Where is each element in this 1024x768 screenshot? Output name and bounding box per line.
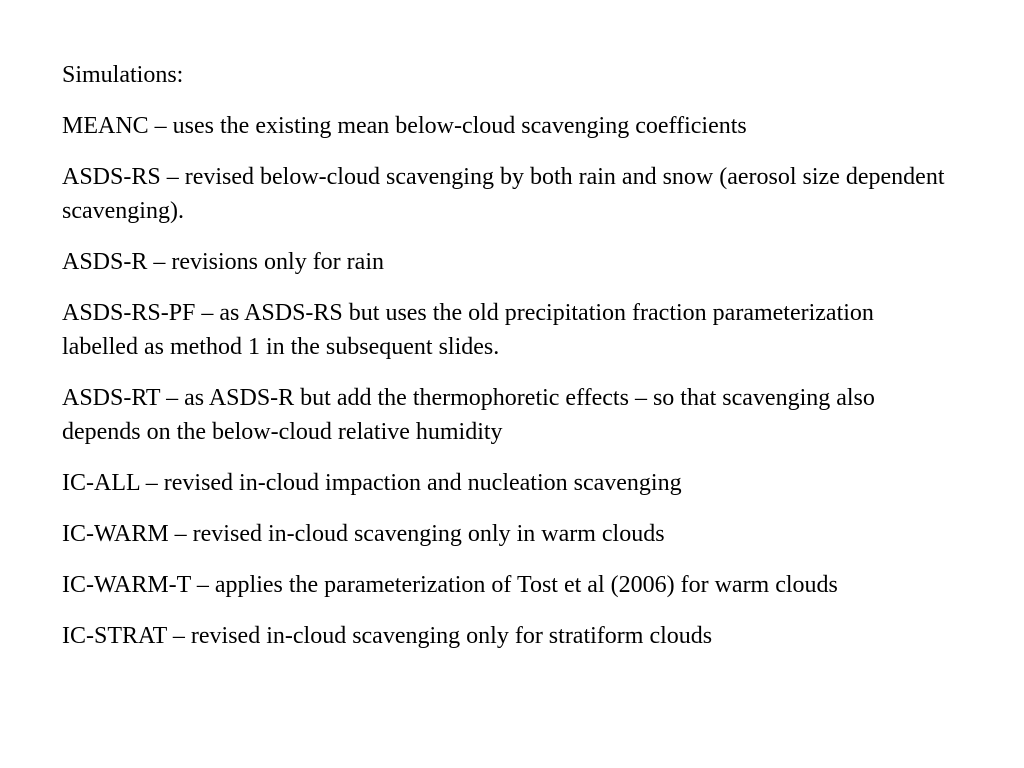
slide-heading: Simulations: <box>62 62 184 88</box>
simulation-item-asds-rs-pf: ASDS-RS-PF – as ASDS-RS but uses the old precipitation fraction parameterization labelled as method 1 in the subsequent slides. <box>62 300 874 360</box>
simulation-item-meanc: MEANC – uses the existing mean below-cloud scavenging coefficients <box>62 113 747 139</box>
slide-content <box>62 58 952 670</box>
simulation-item-asds-rt: ASDS-RT – as ASDS-R but add the thermophoretic effects – so that scavenging also depends on the below-cloud relative humidity <box>62 385 875 445</box>
simulation-item-ic-strat: IC-STRAT – revised in-cloud scavenging only for stratiform clouds <box>62 623 713 649</box>
simulation-item-ic-warm: IC-WARM – revised in-cloud scavenging only in warm clouds <box>62 521 665 547</box>
simulation-item-asds-r: ASDS-R – revisions only for rain <box>62 249 384 275</box>
simulation-item-ic-warm-t: IC-WARM-T – applies the parameterization of Tost et al (2006) for warm clouds <box>62 572 838 598</box>
simulation-item-ic-all: IC-ALL – revised in-cloud impaction and nucleation scavenging <box>62 470 682 496</box>
simulation-item-asds-rs: ASDS-RS – revised below-cloud scavenging by both rain and snow (aerosol size dependent scavenging). <box>62 164 945 224</box>
